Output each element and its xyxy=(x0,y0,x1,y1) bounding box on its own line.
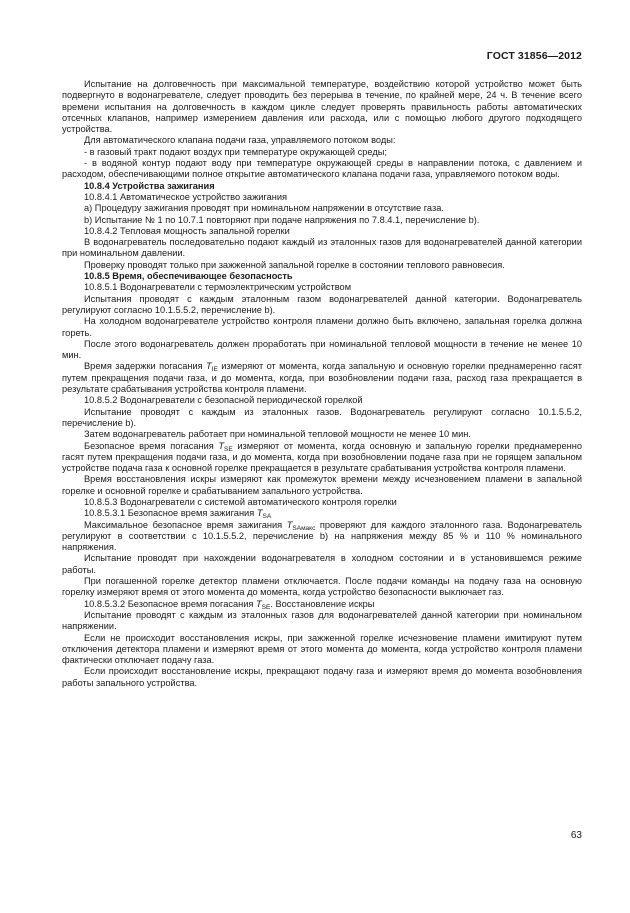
paragraph: Если происходит восстановление искры, прекращают подачу газа и измеряют время до момента возобновления работы запального устройства. xyxy=(62,666,582,688)
symbol-subscript: SAмакс xyxy=(292,524,316,532)
paragraph: При погашенной горелке детектор пламени отключается. После подачи команды на подачу газа на основную горелку измеряют время от этого момента до момента, когда устройство безопасности выключает газ. xyxy=(62,576,582,598)
paragraph: На холодном водонагревателе устройство контроля пламени должно быть включено, запальная горелка должна гореть. xyxy=(62,316,582,338)
section-heading: 10.8.5 Время, обеспечивающее безопасность xyxy=(84,271,293,282)
paragraph: а) Процедуру зажигания проводят при номинальном напряжении в отсутствие газа. xyxy=(84,203,444,214)
paragraph: b) Испытание № 1 по 10.7.1 повторяют при подаче напряжения по 7.8.4.1, перечисление b). xyxy=(84,214,480,225)
paragraph xyxy=(62,361,582,395)
paragraph: Испытания проводят с каждым эталонным газом водонагревателей данной категории. Водонагреватель регулируют согласно 10.1.5.5.2, перечисление b). xyxy=(62,293,582,315)
section-heading: 10.8.4 Устройства зажигания xyxy=(84,180,215,191)
text-run: измеряют от момента, когда основную и запальную горелки преднамеренно гасят путем прекращения подачи газа, и до момента, когда при возобновлении подаче газа при не горящем запальном устройстве подача газа к основной горелке прекращается в результате срабатывания устройства контроля пламени. xyxy=(62,440,582,474)
text-run: 10.8.5.3.1 Безопасное время зажигания xyxy=(84,508,255,519)
paragraph: Испытание проводят с каждым из эталонных газов. Водонагреватель регулируют согласно 10.1.5.5.2, перечисление b). xyxy=(62,406,582,428)
symbol: T xyxy=(256,508,263,519)
symbol: T xyxy=(206,361,212,372)
paragraph: Испытание на долговечность при максимальной температуре, воздействию которой устройство может быть подвергнуто в водонагревателе, следует проводить без перерыва в течение, по крайней мере, 24 ч. В течение всего времени испытания на долговечность в каждом цикле следует проверять правильность работы автоматических отсечных клапанов, например измерением давления или расхода, или с помощью любого другого подходящего устройства. xyxy=(62,79,582,135)
subsection-heading: 10.8.4.1 Автоматическое устройство зажигания xyxy=(84,191,288,202)
symbol: T xyxy=(286,519,293,530)
subsection-heading xyxy=(62,599,582,610)
text-run: 10.8.5.3.2 Безопасное время погасания xyxy=(84,598,254,609)
document-header: ГОСТ 31856—2012 xyxy=(486,50,582,62)
paragraph xyxy=(62,441,582,475)
paragraph: Время восстановления искры измеряют как промежуток времени между исчезновением пламени в запальной горелке и основной горелке и срабатыванием запального устройства. xyxy=(62,474,582,496)
paragraph: После этого водонагреватель должен проработать при номинальной тепловой мощности в течение не менее 10 мин. xyxy=(62,338,582,361)
subsection-heading: 10.8.5.1 Водонагреватели с термоэлектрическим устройством xyxy=(84,282,352,293)
paragraph: - в газовый тракт подают воздух при температуре окружающей среды; xyxy=(84,146,387,157)
subsection-heading xyxy=(62,508,582,519)
paragraph: Испытание проводят с каждым из эталонных газов для водонагревателей данной категории при номинальном напряжении. xyxy=(62,609,582,632)
text-run: проверяют для каждого эталонного газа. Водонагреватель регулируют в соответствии с 10.1.5.5.2, перечисление b) на напряжения между 85 % и 110 % номинального напряжения. xyxy=(62,519,582,553)
symbol-subscript: SE xyxy=(261,603,271,611)
paragraph: Испытание проводят при нахождении водонагревателя в холодном состоянии и в установившемся режиме работы. xyxy=(62,553,582,575)
symbol-subscript: SA xyxy=(262,513,272,521)
subsection-heading: 10.8.5.2 Водонагреватели с безопасной периодической горелкой xyxy=(84,395,363,406)
paragraph: - в водяной контур подают воду при температуре окружающей среды в направлении потока, с давлением и расходом, обеспечивающими полное открытие автоматического клапана подачи газа, управляемого потоком воды. xyxy=(62,158,582,180)
text-run: Время задержки погасания xyxy=(84,361,203,372)
paragraph: Проверку проводят только при зажженной запальной горелке в состоянии теплового равновесия. xyxy=(84,259,505,270)
symbol: T xyxy=(218,440,225,451)
symbol-subscript: IE xyxy=(211,366,218,374)
subsection-heading: 10.8.4.2 Тепловая мощность запальной горелки xyxy=(84,225,290,236)
symbol-subscript: SE xyxy=(224,445,233,453)
text-run: Максимальное безопасное время зажигания xyxy=(84,519,283,530)
document-body xyxy=(62,79,582,689)
paragraph: Затем водонагреватель работает при номинальной тепловой мощности не менее 10 мин. xyxy=(84,429,471,440)
paragraph: Если не происходит восстановления искры, при зажженной горелке исчезновение пламени имитируют путем отключения детектора пламени и измеряют время от этого момента до момента, когда устройство контроля пламени фактически отключает подачу газа. xyxy=(62,632,582,666)
text-run: измеряют от момента, когда запальную и основную горелки преднамеренно гасят путем прекращения подачи газа, и до момента, когда, при возобновлении подачи газа, расход газа прекращается в результате срабатывания устройства контроля пламени. xyxy=(62,361,582,395)
subsection-heading: 10.8.5.3 Водонагреватели с системой автоматического контроля горелки xyxy=(84,496,397,507)
text-run: Безопасное время погасания xyxy=(84,440,214,451)
page-number: 63 xyxy=(570,830,582,841)
text-run: . Восстановление искры xyxy=(270,598,375,609)
paragraph: В водонагреватель последовательно подают каждый из эталонных газов для водонагревателей данной категории при номинальном давлении. xyxy=(62,237,582,259)
paragraph: Для автоматического клапана подачи газа, управляемого потоком воды: xyxy=(84,135,396,146)
paragraph xyxy=(62,520,582,554)
symbol: T xyxy=(256,598,262,609)
